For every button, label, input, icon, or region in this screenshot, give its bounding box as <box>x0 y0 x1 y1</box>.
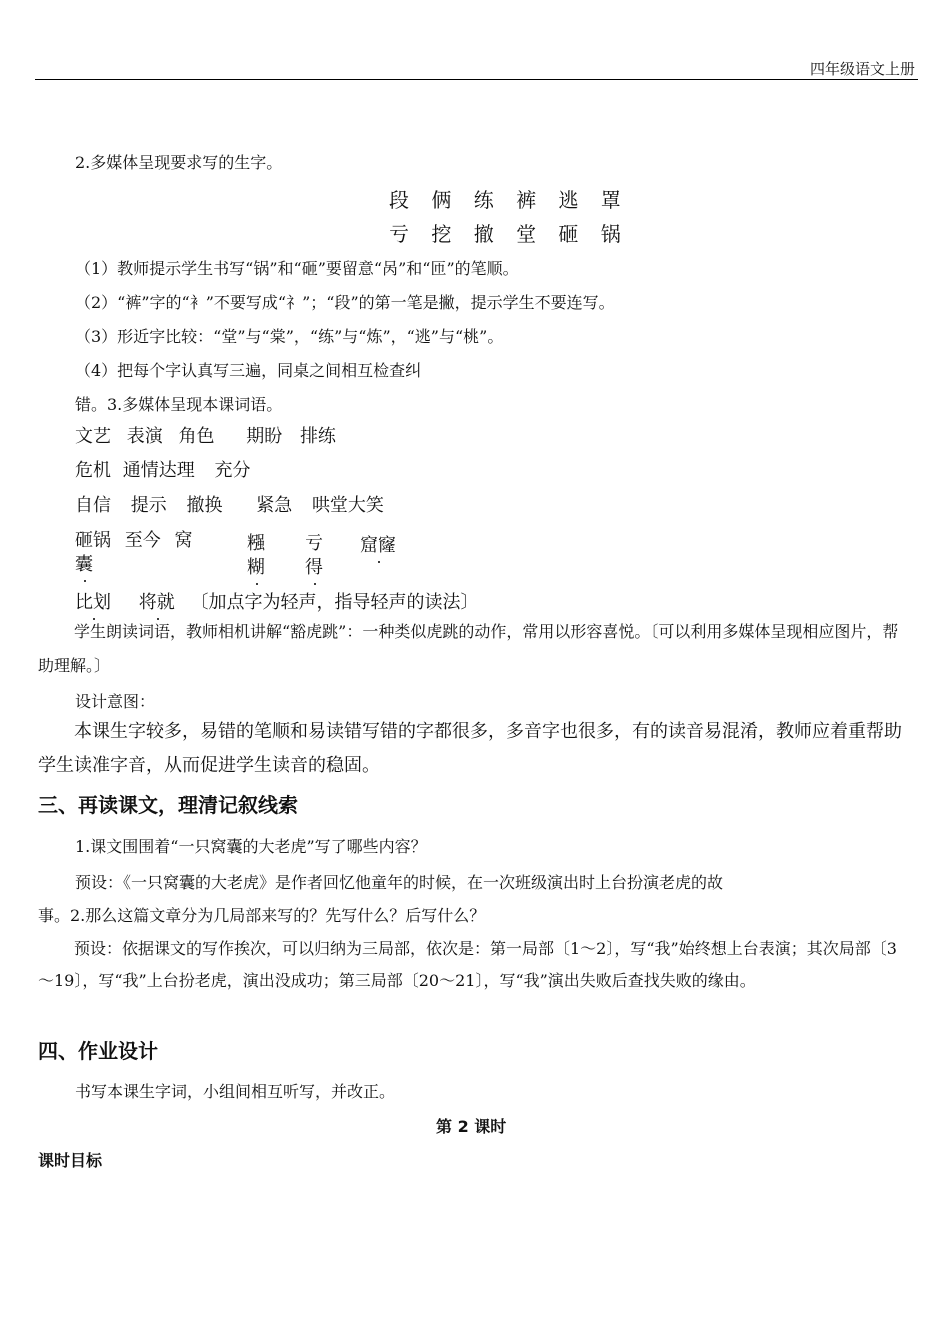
word: 期盼 <box>246 426 283 447</box>
word: 至今 <box>124 530 161 551</box>
item-2-title: 2.多媒体呈现要求写的生字。 <box>75 153 283 172</box>
section-3-heading: 三、再读课文，理清记叙线索 <box>38 793 298 817</box>
word: 窟窿 <box>360 531 396 557</box>
design-paragraph: 本课生字较多，易错的笔顺和易读错写错的字都很多，多音字也很多，有的读音易混淆，教师应着重帮助学生读准字音，从而促进学生读音的稳固。 <box>38 721 902 776</box>
word: 文艺 <box>75 426 111 447</box>
word: 得 <box>305 553 323 579</box>
characters-row-1: 段 俩 练 裤 逃 罩 <box>389 188 629 212</box>
read-paragraph: 学生朗读词语，教师相机讲解“豁虎跳”：一种类似虎跳的动作，常用以形容喜悦。〔可以利用多媒体呈现相应图片，帮助理解。〕 <box>38 622 899 675</box>
word: 自信 <box>75 495 111 516</box>
word-kulong <box>360 531 396 557</box>
word: 撤换 <box>186 495 223 516</box>
word: 排练 <box>299 426 336 447</box>
words-row-4 <box>75 526 192 552</box>
words-note: 〔加点字为轻声，指导轻声的读法〕 <box>190 592 479 613</box>
design-label: 设计意图： <box>75 692 156 711</box>
answer-2: 预设：依据课文的写作挨次，可以归纳为三局部，依次是：第一局部〔1～2〕，写“我”始终想上台表演；其次局部〔3～19〕，写“我”上台扮老虎，演出没成功；第三局部〔20～21〕，写“我”演出失败后查找失败的缘由。 <box>38 939 897 990</box>
word: 砸锅 <box>75 530 111 551</box>
word-de <box>305 553 323 579</box>
word: 充分 <box>214 460 251 481</box>
note-4-continued: 错。3.多媒体呈现本课词语。 <box>75 395 283 414</box>
words-row-3 <box>75 491 384 517</box>
word: 窝 <box>174 530 193 551</box>
word: 危机 <box>75 460 111 481</box>
word-jiang: 糨 <box>247 533 265 554</box>
note-2: （2）“裤”字的“衤”不要写成“礻”；“段”的第一笔是撇，提示学生不要连写。 <box>75 293 615 312</box>
header-divider <box>35 79 918 80</box>
lesson-2-title: 第 2 课时 <box>436 1117 507 1136</box>
words-row-1 <box>75 422 336 448</box>
word: 囊 <box>75 550 93 576</box>
answer-1: 预设：《一只窝囊的大老虎》是作者回忆他童年的时候，在一次班级演出时上台扮演老虎的故 <box>75 873 724 892</box>
word: 表演 <box>126 426 163 447</box>
word-nang <box>75 550 93 576</box>
note-4: （4）把每个字认真写三遍，同桌之间相互检查纠 <box>75 361 422 380</box>
word-hu <box>247 553 265 579</box>
question-1: 1.课文围围着“一只窝囊的大老虎”写了哪些内容？ <box>75 837 427 856</box>
word: 提示 <box>130 495 167 516</box>
word: 通情达理 <box>122 460 195 481</box>
word-kui: 亏 <box>305 533 323 554</box>
lesson-goal-label: 课时目标 <box>38 1151 103 1170</box>
word: 紧急 <box>256 495 293 516</box>
note-3: （3）形近字比较：“堂”与“棠”，“练”与“炼”，“逃”与“桃”。 <box>75 327 504 346</box>
header-title: 四年级语文上册 <box>809 61 915 78</box>
word: 糊 <box>247 553 265 579</box>
homework-text: 书写本课生字词，小组间相互听写，并改正。 <box>75 1082 396 1101</box>
word: 将就 <box>139 588 175 614</box>
word: 比划 <box>75 588 111 614</box>
words-row-5 <box>75 588 478 614</box>
words-row-2 <box>75 456 250 482</box>
word: 角色 <box>178 426 215 447</box>
note-1: （1）教师提示学生书写“锅”和“砸”要留意“呙”和“匝”的笔顺。 <box>75 259 519 278</box>
section-4-heading: 四、作业设计 <box>38 1039 158 1063</box>
characters-row-2: 亏 挖 撤 堂 砸 锅 <box>389 222 629 246</box>
answer-1-continued: 事。2.那么这篇文章分为几局部来写的？先写什么？后写什么？ <box>38 906 486 925</box>
word: 哄堂大笑 <box>311 495 384 516</box>
